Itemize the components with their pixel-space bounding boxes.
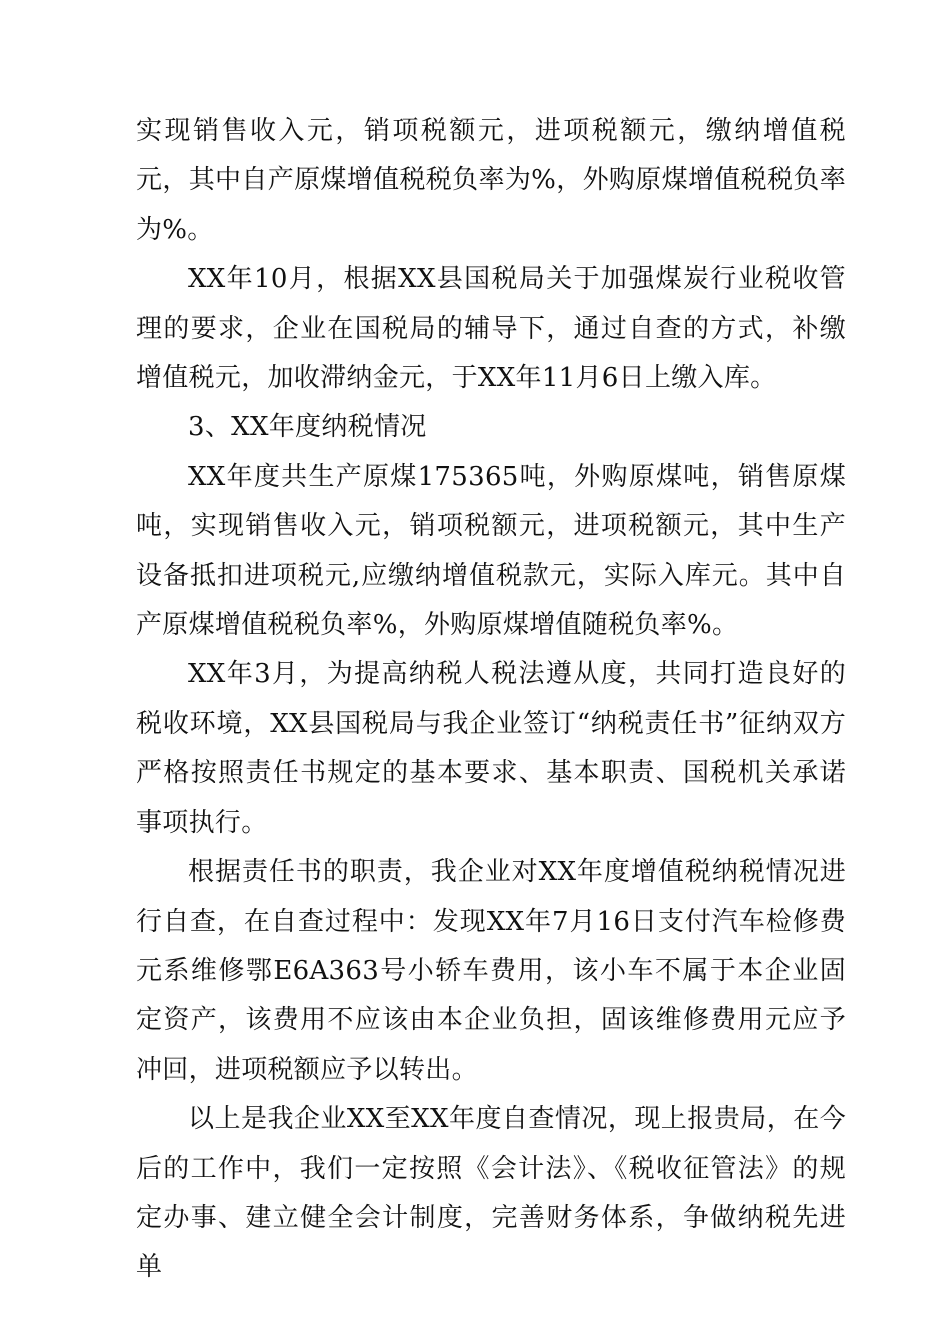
section-heading-annual-tax: 3、XX年度纳税情况 (188, 412, 427, 443)
paragraph-annual-production: XX年度共生产原煤175365吨，外购原煤吨，销售原煤吨，实现销售收入元，销项税额元，进项税额元，其中生产设备抵扣进项税元,应缴纳增值税款元，实际入库元。其中自产原煤增值税税负率%，外购原煤增值随税负率%。 (136, 461, 846, 641)
paragraph-tax-responsibility: XX年3月，为提高纳税人税法遵从度，共同打造良好的税收环境，XX县国税局与我企业签订“纳税责任书”征纳双方严格按照责任书规定的基本要求、基本职责、国税机关承诺事项执行。 (136, 659, 846, 838)
paragraph-sales-summary: 实现销售收入元，销项税额元，进项税额元，缴纳增值税元，其中自产原煤增值税税负率为%，外购原煤增值税税负率为%。 (136, 116, 846, 245)
paragraph-conclusion: 以上是我企业XX至XX年度自查情况，现上报贵局，在今后的工作中，我们一定按照《会计法》、《税收征管法》的规定办事、建立健全会计制度，完善财务体系，争做纳税先进单 (136, 1104, 846, 1283)
paragraph-self-inspection: 根据责任书的职责，我企业对XX年度增值税纳税情况进行自查，在自查过程中：发现XX年7月16日支付汽车检修费元系维修鄂E6A363号小轿车费用，该小车不属于本企业固定资产，该费用不应该由本企业负担，固该维修费用元应予冲回，进项税额应予以转出。 (136, 857, 846, 1085)
document-body (136, 107, 846, 1293)
paragraph-october-self-check: XX年10月，根据XX县国税局关于加强煤炭行业税收管理的要求，企业在国税局的辅导下，通过自查的方式，补缴增值税元，加收滞纳金元，于XX年11月6日上缴入库。 (136, 264, 846, 394)
